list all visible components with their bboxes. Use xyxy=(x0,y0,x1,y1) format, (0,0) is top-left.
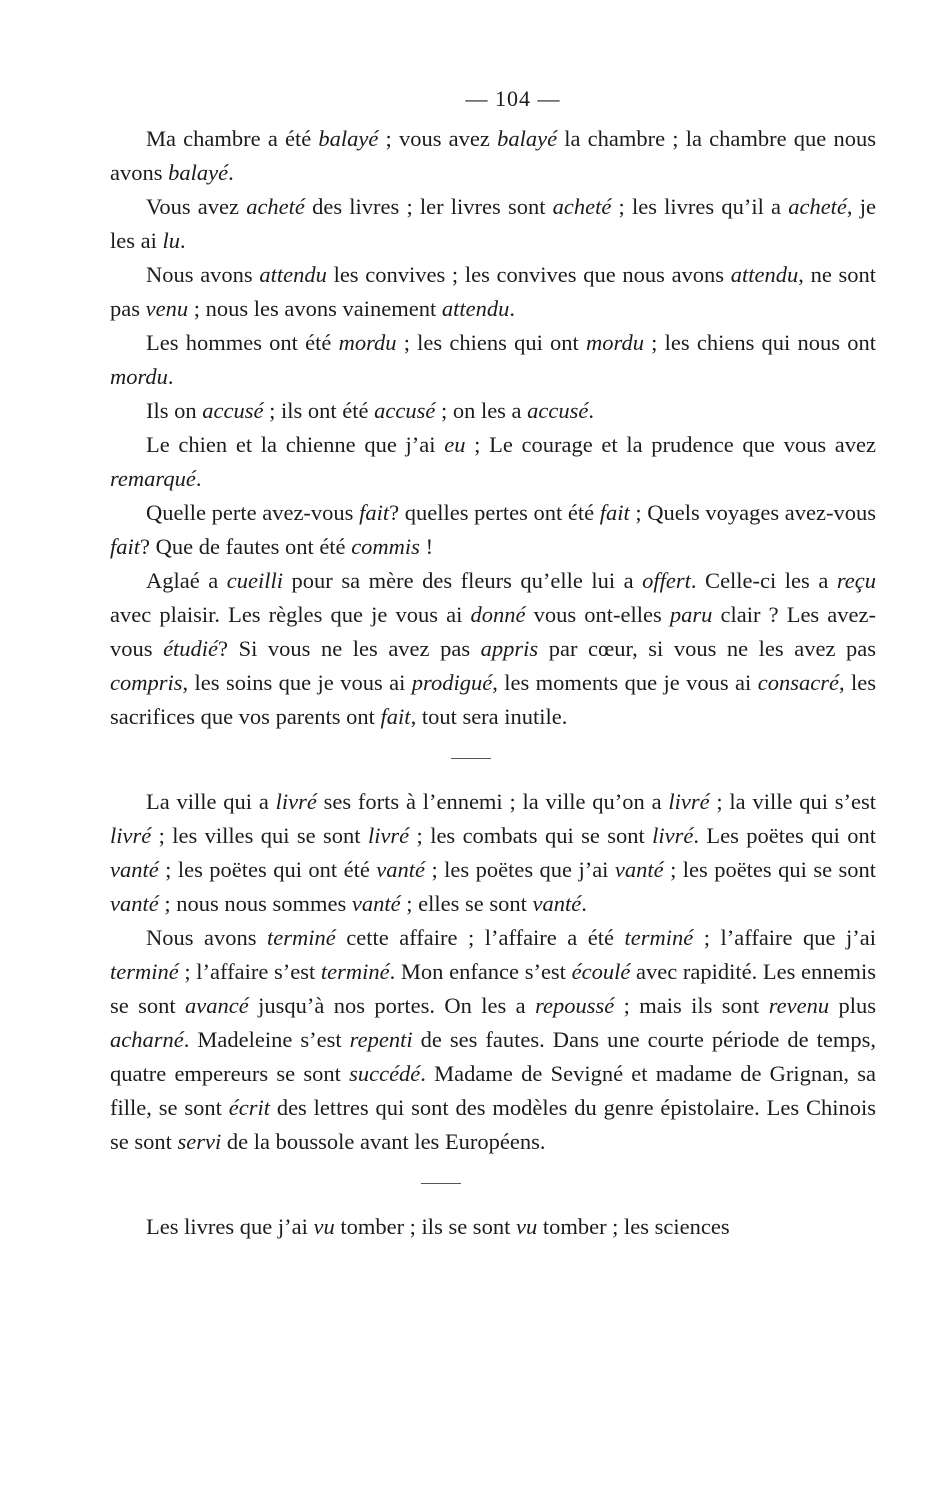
text-run: ; nous les avons vainement xyxy=(188,296,442,321)
italic-term: livré xyxy=(668,789,710,814)
italic-term: accusé xyxy=(527,398,589,423)
italic-term: livré xyxy=(652,823,694,848)
paragraph xyxy=(110,122,876,190)
text-run: . xyxy=(195,466,202,491)
text-run: . xyxy=(588,398,595,423)
text-run: ; les livres qu’il a xyxy=(611,194,789,219)
italic-term: eu xyxy=(444,432,466,457)
italic-term: accusé xyxy=(374,398,436,423)
paragraph xyxy=(110,326,876,394)
text-run: ; Quels voyages avez-vous xyxy=(629,500,876,525)
text-run: Ils on xyxy=(146,398,203,423)
section-divider xyxy=(451,758,491,759)
italic-term: vanté xyxy=(110,891,159,916)
paragraph xyxy=(110,394,876,428)
italic-term: succédé xyxy=(349,1061,421,1086)
text-run: Ma chambre a été xyxy=(146,126,319,151)
text-run: les convives ; les convives que nous avons xyxy=(326,262,731,287)
text-run: ; elles se sont xyxy=(400,891,533,916)
italic-term: compris xyxy=(110,670,183,695)
italic-term: repoussé xyxy=(535,993,615,1018)
text-run: avec rapidité. Les ennemis se sont xyxy=(110,959,876,1018)
text-run: ! xyxy=(419,534,434,559)
text-run: Nous avons xyxy=(146,262,260,287)
text-run: vous ont-elles xyxy=(525,602,670,627)
italic-term: acheté xyxy=(246,194,305,219)
paragraph xyxy=(110,190,876,258)
text-run: ses forts à l’ennemi ; la ville qu’on a xyxy=(316,789,669,814)
italic-term: mordu xyxy=(110,364,168,389)
text-run: ; les poëtes qui ont été xyxy=(158,857,377,882)
text-run: ; la ville qui s’est xyxy=(709,789,876,814)
italic-term: reçu xyxy=(836,568,876,593)
italic-term: paru xyxy=(669,602,713,627)
italic-term: mordu xyxy=(586,330,644,355)
paragraph xyxy=(110,496,876,564)
text-run: jusqu’à nos portes. On les a xyxy=(248,993,536,1018)
text-run: avec plaisir. Les règles que je vous ai xyxy=(110,602,471,627)
text-run: Vous avez xyxy=(146,194,247,219)
italic-term: attendu xyxy=(259,262,327,287)
text-run: clair ? Les avez-vous xyxy=(110,602,877,661)
italic-term: revenu xyxy=(768,993,830,1018)
italic-term: attendu xyxy=(730,262,799,287)
text-run: Les hommes ont été xyxy=(146,330,339,355)
text-run: ; les villes qui se sont xyxy=(151,823,368,848)
text-run: Les livres que j’ai xyxy=(146,1214,314,1239)
paragraph xyxy=(110,921,876,1159)
text-run: ; ils ont été xyxy=(263,398,375,423)
text-run: tomber ; les sciences xyxy=(537,1214,730,1239)
body-text xyxy=(110,122,876,1244)
italic-term: vanté xyxy=(532,891,582,916)
italic-term: écrit xyxy=(228,1095,270,1120)
text-run: La ville qui a xyxy=(146,789,276,814)
italic-term: fait xyxy=(359,500,390,525)
italic-term: avancé xyxy=(185,993,249,1018)
text-run: ; vous avez xyxy=(378,126,498,151)
text-run: , les moments que je vous ai xyxy=(492,670,758,695)
text-run: ; on les a xyxy=(435,398,528,423)
text-run: Nous avons xyxy=(146,925,268,950)
text-run: . Les poëtes qui ont xyxy=(693,823,876,848)
text-run: . xyxy=(228,160,234,185)
text-run: ; les chiens qui ont xyxy=(396,330,587,355)
italic-term: offert xyxy=(642,568,691,593)
italic-term: vanté xyxy=(351,891,401,916)
text-run: la chambre ; la chambre que nous avons xyxy=(110,126,876,185)
italic-term: mordu xyxy=(338,330,397,355)
page-number: — 104 — xyxy=(465,86,561,111)
paragraph xyxy=(110,785,876,921)
text-run: . xyxy=(180,228,186,253)
text-run: pour sa mère des fleurs qu’elle lui a xyxy=(283,568,643,593)
italic-term: lu xyxy=(162,228,180,253)
text-run: ; nous nous sommes xyxy=(158,891,352,916)
italic-term: balayé xyxy=(318,126,379,151)
paragraph xyxy=(110,428,876,496)
italic-term: donné xyxy=(470,602,526,627)
paragraph xyxy=(110,1210,876,1244)
text-run: ? Que de fautes ont été xyxy=(140,534,352,559)
italic-term: fait xyxy=(599,500,630,525)
text-run: . xyxy=(581,891,587,916)
italic-term: terminé xyxy=(267,925,336,950)
text-run: par cœur, si vous ne les avez pas xyxy=(538,636,876,661)
text-run: plus xyxy=(829,993,876,1018)
text-run: , les sacrifices que vos parents ont xyxy=(110,670,876,729)
italic-term: accusé xyxy=(202,398,264,423)
italic-term: remarqué xyxy=(110,466,196,491)
italic-term: vu xyxy=(313,1214,335,1239)
italic-term: vanté xyxy=(110,857,159,882)
italic-term: venu xyxy=(145,296,189,321)
text-run: Quelle perte avez-vous xyxy=(146,500,360,525)
text-run: cette affaire ; l’affaire a été xyxy=(335,925,625,950)
italic-term: étudié xyxy=(163,636,219,661)
italic-term: terminé xyxy=(624,925,694,950)
italic-term: fait xyxy=(110,534,141,559)
text-run: ; l’affaire que j’ai xyxy=(693,925,877,950)
italic-term: fait xyxy=(380,704,411,729)
text-run: . xyxy=(509,296,515,321)
italic-term: cueilli xyxy=(226,568,284,593)
text-run: , tout sera inutile. xyxy=(410,704,568,729)
section-divider xyxy=(421,1183,461,1184)
italic-term: vu xyxy=(515,1214,538,1239)
text-run: ; les combats qui se sont xyxy=(409,823,653,848)
text-run: , je les ai xyxy=(110,194,876,253)
italic-term: acharné xyxy=(110,1027,184,1052)
italic-term: appris xyxy=(480,636,539,661)
text-run: . Madame de Sevigné et madame de Grignan, sa fille, se sont xyxy=(110,1061,876,1120)
italic-term: acheté xyxy=(788,194,847,219)
text-run: ? quelles pertes ont été xyxy=(389,500,600,525)
italic-term: attendu xyxy=(441,296,510,321)
italic-term: repenti xyxy=(349,1027,413,1052)
text-run: ; les chiens qui nous ont xyxy=(643,330,876,355)
text-run: ; les poëtes qui se sont xyxy=(663,857,877,882)
text-run: . Celle-ci les a xyxy=(690,568,837,593)
text-run: tomber ; ils se sont xyxy=(334,1214,516,1239)
italic-term: vanté xyxy=(376,857,426,882)
italic-term: vanté xyxy=(614,857,664,882)
italic-term: balayé xyxy=(497,126,558,151)
italic-term: servi xyxy=(177,1129,222,1154)
text-run: Aglaé a xyxy=(146,568,227,593)
italic-term: terminé xyxy=(320,959,390,984)
italic-term: balayé xyxy=(168,160,229,185)
italic-term: prodigué xyxy=(411,670,493,695)
text-run: Le chien et la chienne que j’ai xyxy=(146,432,445,457)
text-run: . Madeleine s’est xyxy=(183,1027,350,1052)
text-run: de la boussole avant les Européens. xyxy=(221,1129,546,1154)
italic-term: commis xyxy=(351,534,420,559)
italic-term: écoulé xyxy=(571,959,631,984)
text-run: ; les poëtes que j’ai xyxy=(425,857,615,882)
text-run: ; mais ils sont xyxy=(614,993,769,1018)
italic-term: consacré xyxy=(757,670,839,695)
text-run: , ne sont pas xyxy=(110,262,876,321)
italic-term: livré xyxy=(275,789,317,814)
text-run: . xyxy=(167,364,174,389)
paragraph xyxy=(110,258,876,326)
text-run: des livres ; ler livres sont xyxy=(304,194,553,219)
italic-term: livré xyxy=(367,823,410,848)
text-run: ; Le courage et la prudence que vous avez xyxy=(465,432,876,457)
text-run: . Mon enfance s’est xyxy=(389,959,572,984)
text-run: ? Si vous ne les avez pas xyxy=(218,636,481,661)
text-run: , les soins que je vous ai xyxy=(182,670,412,695)
text-run: ; l’affaire s’est xyxy=(178,959,321,984)
italic-term: terminé xyxy=(110,959,179,984)
italic-term: livré xyxy=(110,823,152,848)
paragraph xyxy=(110,564,876,734)
text-run: de ses fautes. Dans une courte période de temps, quatre empereurs se sont xyxy=(110,1027,876,1086)
text-run: des lettres qui sont des modèles du genre épistolaire. Les Chinois se sont xyxy=(110,1095,876,1154)
italic-term: acheté xyxy=(552,194,612,219)
